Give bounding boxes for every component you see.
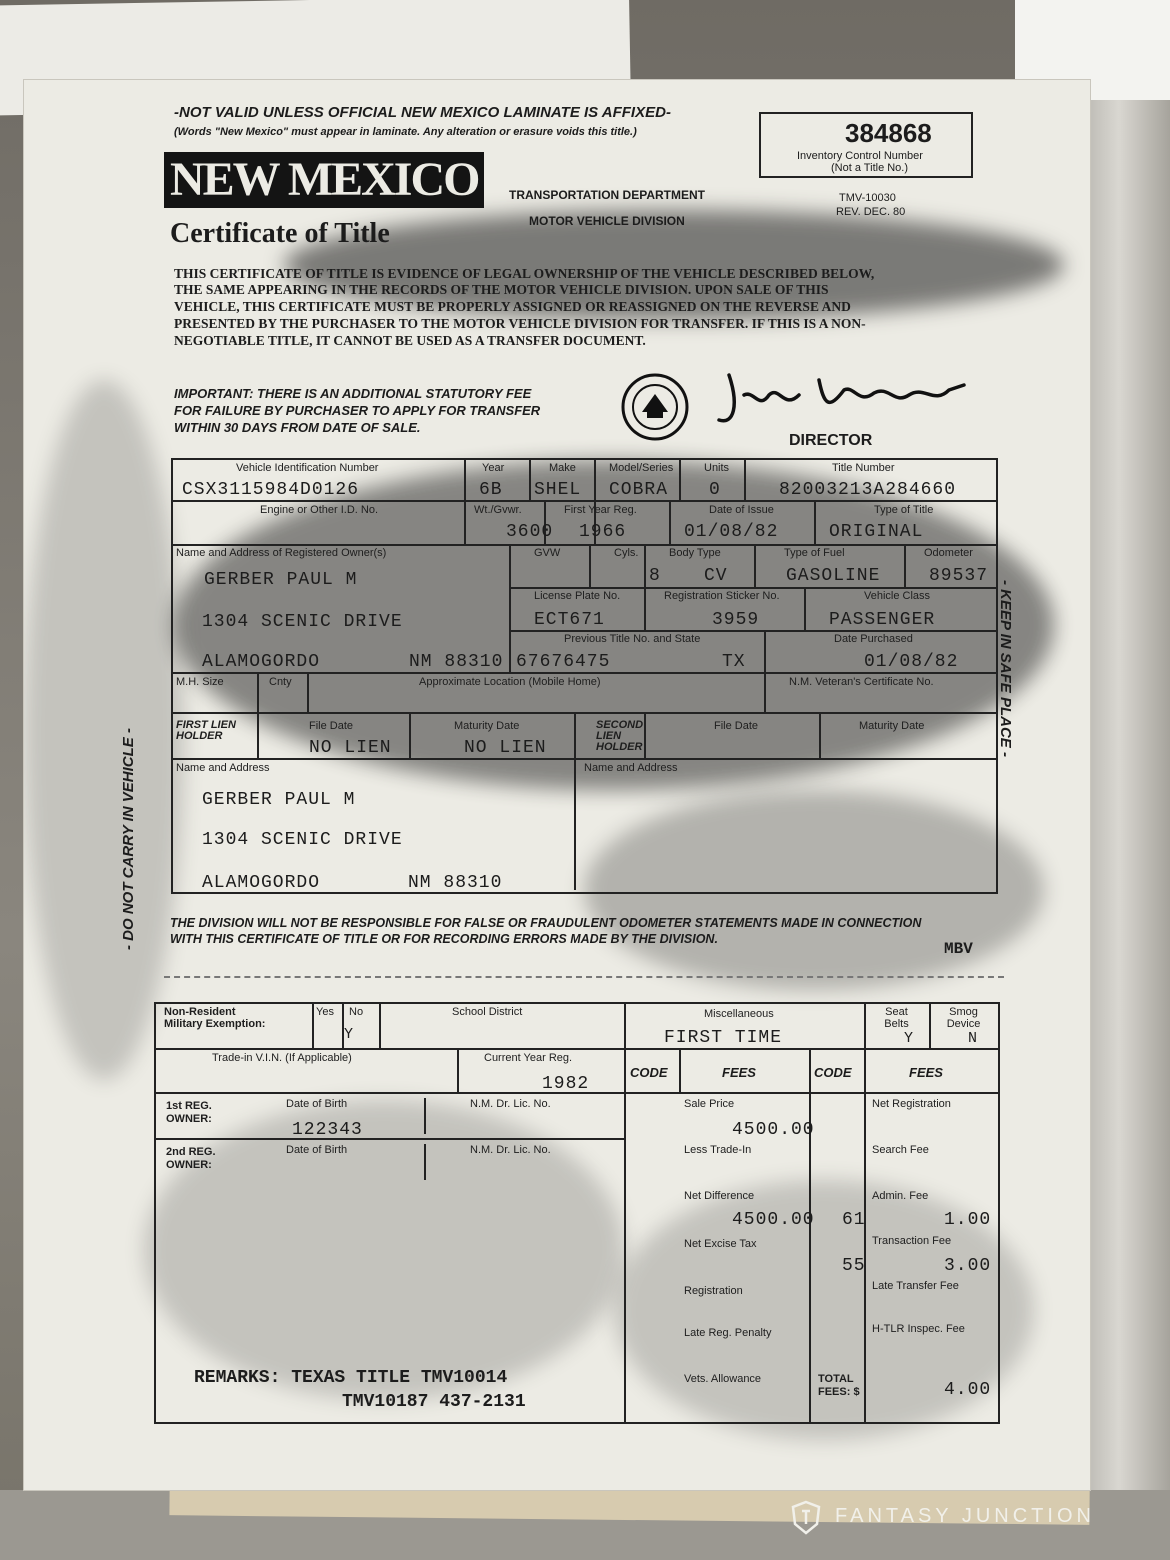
type-of-title-value: ORIGINAL: [829, 522, 924, 542]
school-district-label: School District: [452, 1006, 523, 1018]
gvw-label: GVW: [534, 547, 561, 559]
clerk-code: MBV: [944, 940, 973, 958]
model-label: Model/Series: [609, 462, 674, 474]
side-text-left: - DO NOT CARRY IN VEHICLE -: [120, 728, 137, 950]
second-owner-label: 2nd REG. OWNER:: [166, 1146, 216, 1171]
second-name-address-label: Name and Address: [584, 762, 678, 774]
mail-city-value: ALAMOGORDO: [202, 873, 321, 893]
vehicle-class-value: PASSENGER: [829, 610, 936, 630]
important-line-2: FOR FAILURE BY PURCHASER TO APPLY FOR TRANSFER: [174, 403, 541, 418]
odometer-label: Odometer: [924, 547, 973, 559]
first-year-label: First Year Reg.: [564, 504, 637, 516]
fuel-value: GASOLINE: [786, 566, 881, 586]
admin-fee-label: Admin. Fee: [872, 1190, 929, 1202]
nonres-label: Non-Resident: [164, 1006, 236, 1018]
sticker-label: Registration Sticker No.: [664, 590, 780, 602]
make-label: Make: [549, 462, 576, 474]
legal-line-1: THIS CERTIFICATE OF TITLE IS EVIDENCE OF LEGAL OWNERSHIP OF THE VEHICLE DESCRIBED BELOW,: [174, 266, 875, 281]
title-number-value: 82003213A284660: [779, 480, 957, 500]
first-maturity-label: Maturity Date: [454, 720, 520, 732]
less-tradein-label: Less Trade-In: [684, 1144, 752, 1156]
engine-label: Engine or Other I.D. No.: [260, 504, 378, 516]
shield-icon: [790, 1500, 822, 1536]
type-of-title-label: Type of Title: [874, 504, 934, 516]
registration-label: Registration: [684, 1285, 743, 1297]
laminate-note: (Words "New Mexico" must appear in laminate. Any alteration or erasure voids this title.): [174, 126, 637, 138]
transaction-fee-label: Transaction Fee: [872, 1235, 952, 1247]
title-number-label: Title Number: [832, 462, 895, 474]
cyls-label: Cyls.: [614, 547, 639, 559]
mail-name-value: GERBER PAUL M: [202, 790, 356, 810]
prev-state-value: TX: [722, 652, 746, 672]
misc-label: Miscellaneous: [704, 1008, 774, 1020]
search-fee-label: Search Fee: [872, 1144, 929, 1156]
units-label: Units: [704, 462, 730, 474]
state-seal-icon: [620, 372, 690, 442]
sale-price-value: 4500.00: [732, 1120, 815, 1140]
form-number: TMV-10030: [839, 192, 896, 204]
net-difference-value: 4500.00: [732, 1210, 815, 1230]
first-lien-label: FIRST LIEN HOLDER: [176, 719, 236, 742]
remarks-line-2: TMV10187 437-2131: [342, 1392, 526, 1412]
laminate-warning: -NOT VALID UNLESS OFFICIAL NEW MEXICO LAMINATE IS AFFIXED-: [174, 104, 671, 121]
vehicle-class-label: Vehicle Class: [864, 590, 931, 602]
doc-title: Certificate of Title: [170, 218, 390, 249]
disclaimer-line-2: WITH THIS CERTIFICATE OF TITLE OR FOR RECORDING ERRORS MADE BY THE DIVISION.: [170, 932, 718, 946]
date-of-issue-value: 01/08/82: [684, 522, 779, 542]
inventory-box: [759, 112, 973, 178]
legal-line-3: VEHICLE, THIS CERTIFICATE MUST BE PROPERLY ASSIGNED OR REASSIGNED ON THE REVERSE AND: [174, 299, 851, 314]
date-purchased-value: 01/08/82: [864, 652, 959, 672]
body-type-label: Body Type: [669, 547, 721, 559]
date-of-issue-label: Date of Issue: [709, 504, 774, 516]
legal-line-2: THE SAME APPEARING IN THE RECORDS OF THE MOTOR VEHICLE DIVISION. UPON SALE OF THIS: [174, 282, 829, 297]
odometer-value: 89537: [929, 566, 989, 586]
vets-allowance-label: Vets. Allowance: [684, 1373, 762, 1385]
form-revision: REV. DEC. 80: [836, 206, 906, 218]
fees-header-1: FEES: [722, 1065, 756, 1080]
certificate-of-title: [24, 80, 1090, 1490]
first-dob-label: Date of Birth: [286, 1098, 348, 1110]
model-value: COBRA: [609, 480, 669, 500]
dept-name: TRANSPORTATION DEPARTMENT: [509, 188, 705, 202]
seat-belts-value: Y: [904, 1030, 915, 1047]
sale-price-label: Sale Price: [684, 1098, 735, 1110]
approx-location-label: Approximate Location (Mobile Home): [419, 676, 601, 688]
admin-fee-value: 1.00: [944, 1210, 992, 1230]
inventory-number: 384868: [845, 118, 932, 148]
date-purchased-label: Date Purchased: [834, 633, 913, 645]
toner-smudge: [24, 380, 184, 1080]
second-maturity-label: Maturity Date: [859, 720, 925, 732]
division-name: MOTOR VEHICLE DIVISION: [529, 214, 685, 228]
remarks-line-1: REMARKS: TEXAS TITLE TMV10014: [194, 1368, 508, 1388]
net-difference-label: Net Difference: [684, 1190, 755, 1202]
owner-state-zip-value: NM 88310: [409, 652, 504, 672]
weight-label: Wt./Gvwr.: [474, 504, 522, 516]
yes-label: Yes: [316, 1006, 334, 1018]
total-fees-value: 4.00: [944, 1380, 992, 1400]
smog-label: Smog Device: [946, 1006, 981, 1030]
units-value: 0: [709, 480, 721, 500]
first-year-value: 1966: [579, 522, 627, 542]
prev-title-label: Previous Title No. and State: [564, 633, 701, 645]
first-dl-label: N.M. Dr. Lic. No.: [470, 1098, 551, 1110]
fee-grid: [154, 1002, 1000, 1424]
vin-label: Vehicle Identification Number: [236, 462, 379, 474]
first-file-date-label: File Date: [309, 720, 354, 732]
cyls-value: 8: [649, 566, 661, 586]
year-label: Year: [482, 462, 505, 474]
htlr-inspec-fee-label: H-TLR Inspec. Fee: [872, 1323, 965, 1335]
smog-value: N: [968, 1030, 979, 1047]
tear-line: [164, 976, 1004, 978]
first-dob-value: 122343: [292, 1120, 363, 1140]
mh-size-label: M.H. Size: [176, 676, 224, 688]
late-reg-penalty-label: Late Reg. Penalty: [684, 1327, 772, 1339]
current-reg-label: Current Year Reg.: [484, 1052, 573, 1064]
first-owner-label: 1st REG. OWNER:: [166, 1100, 212, 1125]
plastic-sleeve: [1085, 100, 1170, 1560]
owner-label: Name and Address of Registered Owner(s): [176, 547, 387, 559]
net-registration-label: Net Registration: [872, 1098, 951, 1110]
owner-name-value: GERBER PAUL M: [204, 570, 358, 590]
make-value: SHEL: [534, 480, 582, 500]
body-type-value: CV: [704, 566, 728, 586]
military-label: Military Exemption:: [164, 1018, 266, 1030]
fees-header-2: FEES: [909, 1065, 943, 1080]
vin-value: CSX3115984D0126: [182, 480, 360, 500]
second-dl-label: N.M. Dr. Lic. No.: [470, 1144, 551, 1156]
director-title: DIRECTOR: [789, 432, 873, 449]
first-file-date-value: NO LIEN: [309, 738, 392, 758]
new-mexico-logo: NEW MEXICO: [164, 152, 484, 208]
no-label: No: [349, 1006, 364, 1018]
mail-name-address-label: Name and Address: [176, 762, 270, 774]
important-line-1: IMPORTANT: THERE IS AN ADDITIONAL STATUTORY FEE: [174, 386, 532, 401]
county-label: Cnty: [269, 676, 292, 688]
misc-value: FIRST TIME: [664, 1028, 783, 1048]
seat-belts-label: Seat Belts: [884, 1006, 909, 1030]
owner-street-value: 1304 SCENIC DRIVE: [202, 612, 403, 632]
second-lien-label: SECOND LIEN HOLDER: [596, 719, 644, 753]
transaction-fee-value: 3.00: [944, 1256, 992, 1276]
plate-value: ECT671: [534, 610, 605, 630]
admin-fee-code: 61: [842, 1210, 866, 1230]
director-signature: [709, 365, 979, 435]
mail-street-value: 1304 SCENIC DRIVE: [202, 830, 403, 850]
fuel-label: Type of Fuel: [784, 547, 845, 559]
plate-label: License Plate No.: [534, 590, 621, 602]
second-file-date-label: File Date: [714, 720, 759, 732]
total-fees-label: TOTAL FEES: $: [818, 1373, 860, 1398]
veteran-cert-label: N.M. Veteran's Certificate No.: [789, 676, 934, 688]
transaction-fee-code: 55: [842, 1256, 866, 1276]
sticker-value: 3959: [712, 610, 760, 630]
current-year-value: 1982: [542, 1074, 590, 1094]
important-line-3: WITHIN 30 DAYS FROM DATE OF SALE.: [174, 420, 421, 435]
weight-value: 3600: [506, 522, 554, 542]
code-header-1: CODE: [630, 1065, 668, 1080]
owner-city-value: ALAMOGORDO: [202, 652, 321, 672]
legal-line-5: NEGOTIABLE TITLE, IT CANNOT BE USED AS A TRANSFER DOCUMENT.: [174, 333, 646, 348]
mail-state-zip-value: NM 88310: [408, 873, 503, 893]
inventory-note: (Not a Title No.): [831, 162, 909, 174]
code-header-2: CODE: [814, 1065, 852, 1080]
first-maturity-value: NO LIEN: [464, 738, 547, 758]
prev-title-value: 67676475: [516, 652, 611, 672]
military-no-value: Y: [344, 1026, 355, 1043]
watermark-brand: FANTASY JUNCTION: [835, 1505, 1095, 1527]
late-transfer-fee-label: Late Transfer Fee: [872, 1280, 959, 1292]
second-dob-label: Date of Birth: [286, 1144, 348, 1156]
net-excise-tax-label: Net Excise Tax: [684, 1238, 757, 1250]
inventory-label: Inventory Control Number: [797, 150, 923, 162]
year-value: 6B: [479, 480, 503, 500]
side-text-right: - KEEP IN SAFE PLACE -: [997, 580, 1014, 757]
disclaimer-line-1: THE DIVISION WILL NOT BE RESPONSIBLE FOR FALSE OR FRAUDULENT ODOMETER STATEMENTS MADE IN CONNECTION: [170, 916, 922, 930]
tradein-label: Trade-in V.I.N. (If Applicable): [212, 1052, 352, 1064]
legal-line-4: PRESENTED BY THE PURCHASER TO THE MOTOR VEHICLE DIVISION FOR TRANSFER. IF THIS IS A NON-: [174, 316, 866, 331]
